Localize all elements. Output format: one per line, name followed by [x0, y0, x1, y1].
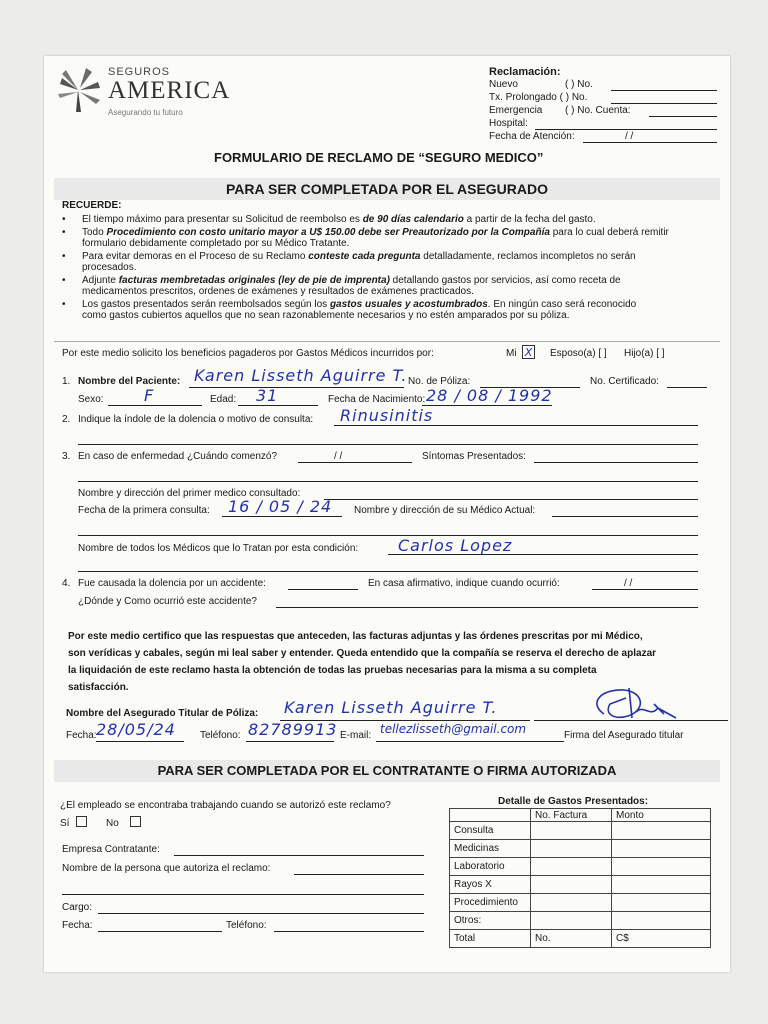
logo-line1: SEGUROS — [108, 66, 171, 78]
todos-medicos-value: Carlos Lopez — [398, 536, 513, 555]
fecha-atencion-field[interactable] — [583, 142, 717, 143]
todos-medicos-field-2[interactable] — [78, 571, 698, 572]
certifico-line-3: la liquidación de este reclamo hasta la obtención de todas las pruebas necesarias para la misma a su completa — [68, 665, 597, 676]
no-label: No — [106, 818, 119, 829]
nacimiento-value: 28 / 08 / 1992 — [426, 386, 553, 405]
medico-actual-label: Nombre y dirección de su Médico Actual: — [354, 505, 536, 516]
titular-label: Nombre del Asegurado Titular de Póliza: — [66, 708, 259, 719]
telefono-label: Teléfono: — [200, 730, 241, 741]
dolencia-value: Rinusinitis — [340, 406, 434, 425]
cuenta-field[interactable] — [649, 116, 717, 117]
recuerde-list — [62, 214, 722, 323]
fecha-value: 28/05/24 — [96, 720, 176, 739]
trabajando-question: ¿El empleado se encontraba trabajando cuando se autorizó este reclamo? — [60, 800, 391, 811]
empresa-field[interactable] — [174, 855, 424, 856]
recuerde-item-4: • Adjunte facturas membretadas originales (ley de pie de imprenta) detallando gastos por servicios, así como receta de medicamentos prescritos, ordenes de exámenes y resultados de exámenes practicados. — [62, 275, 621, 297]
monto-cell[interactable] — [612, 840, 711, 858]
tx-field[interactable] — [611, 103, 717, 104]
dolencia-label: Indique la índole de la dolencia o motivo de consulta: — [78, 414, 314, 425]
sexo-value: F — [144, 386, 155, 405]
monto-cell[interactable] — [612, 912, 711, 930]
q1-number: 1. — [62, 376, 71, 387]
medico-actual-field-2[interactable] — [78, 535, 698, 536]
hijo-checkbox[interactable]: Hijo(a) [ ] — [624, 348, 665, 359]
certifico-line-1: Por este medio certifico que las respuestas que anteceden, las facturas adjuntas y las órdenes prescritas por mi Médico, — [68, 631, 643, 642]
logo-tagline: Asegurando tu futuro — [108, 108, 183, 117]
edad-label: Edad: — [210, 394, 237, 405]
emergencia-label: Emergencia — [489, 105, 543, 116]
factura-cell[interactable] — [531, 858, 612, 876]
table-row: Otros: — [450, 912, 711, 930]
contratante-fecha-label: Fecha: — [62, 920, 93, 931]
firma-label: Firma del Asegurado titular — [564, 730, 684, 741]
table-row: Consulta — [450, 822, 711, 840]
poliza-label: No. de Póliza: — [408, 376, 471, 387]
recuerde-item-2: • Todo Procedimiento con costo unitario mayor a U$ 150.00 debe ser Preautorizado por la Compañía para lo cual deberá remitir formulario debidamente completado por su Médico Tratante. — [62, 227, 669, 249]
cargo-field[interactable] — [98, 913, 424, 914]
recuerde-item-1: • El tiempo máximo para presentar su Solicitud de reembolso es de 90 días calendario a partir de la fecha del gasto. — [62, 214, 596, 225]
reclamacion-title: Reclamación: — [489, 66, 561, 78]
col-monto-header: Monto — [612, 809, 711, 822]
edad-value: 31 — [256, 386, 279, 405]
reclamacion-block — [489, 66, 724, 146]
logo — [56, 64, 246, 124]
certifico-line-4: satisfacción. — [68, 682, 129, 693]
factura-cell[interactable] — [531, 822, 612, 840]
fecha-label: Fecha: — [66, 730, 97, 741]
afirmativo-field[interactable] — [592, 589, 698, 590]
col-factura-header: No. Factura — [531, 809, 612, 822]
logo-line2: AMERICA — [108, 77, 231, 104]
sexo-label: Sexo: — [78, 394, 104, 405]
recuerde-item-3: • Para evitar demoras en el Proceso de su Reclamo conteste cada pregunta detalladamente, reclamos incompletos no serán procesados. — [62, 251, 636, 273]
section1-title: PARA SER COMPLETADA POR EL ASEGURADO — [54, 178, 720, 200]
primer-medico-label: Nombre y dirección del primer medico consultado: — [78, 488, 301, 499]
medico-actual-field[interactable] — [552, 516, 698, 517]
email-label: E-mail: — [340, 730, 372, 741]
emergencia-mark: ( ) No. Cuenta: — [565, 105, 631, 116]
paciente-label: Nombre del Paciente: — [78, 376, 181, 387]
total-monto-cell[interactable]: C$ — [612, 930, 711, 948]
email-value: tellezlisseth@gmail.com — [380, 722, 527, 736]
mi-label: Mi — [506, 348, 517, 359]
nuevo-label: Nuevo — [489, 79, 518, 90]
mi-checkbox[interactable]: X — [522, 345, 535, 359]
autoriza-field-2[interactable] — [62, 894, 424, 895]
hospital-label: Hospital: — [489, 118, 528, 129]
donde-field[interactable] — [276, 607, 698, 608]
autoriza-label: Nombre de la persona que autoriza el reclamo: — [62, 863, 271, 874]
monto-cell[interactable] — [612, 876, 711, 894]
afirmativo-sep: / / — [624, 578, 633, 589]
table-row: Procedimiento — [450, 894, 711, 912]
primera-consulta-field[interactable] — [222, 516, 342, 517]
table-row: Medicinas — [450, 840, 711, 858]
nacimiento-field[interactable] — [422, 405, 552, 406]
factura-cell[interactable] — [531, 840, 612, 858]
fecha-field[interactable] — [96, 741, 184, 742]
telefono-value: 82789913 — [248, 720, 338, 739]
section2-title: PARA SER COMPLETADA POR EL CONTRATANTE O FIRMA AUTORIZADA — [54, 760, 720, 782]
detalle-title: Detalle de Gastos Presentados: — [498, 796, 649, 807]
edad-field[interactable] — [238, 405, 318, 406]
sintomas-field[interactable] — [534, 462, 698, 463]
paciente-value: Karen Lisseth Aguirre T. — [194, 366, 408, 385]
form-title: FORMULARIO DE RECLAMO DE “SEGURO MEDICO” — [214, 150, 544, 165]
accidente-field[interactable] — [288, 589, 358, 590]
q3-number: 3. — [62, 451, 71, 462]
factura-cell[interactable] — [531, 894, 612, 912]
palm-logo-icon — [56, 66, 102, 114]
certificado-label: No. Certificado: — [590, 376, 659, 387]
cargo-label: Cargo: — [62, 902, 93, 913]
si-label: Sí — [60, 818, 70, 829]
solicito-text: Por este medio solicito los beneficios pagaderos por Gastos Médicos incurridos por: — [62, 348, 434, 359]
claim-form-page — [44, 56, 730, 972]
empresa-label: Empresa Contratante: — [62, 844, 160, 855]
factura-cell[interactable] — [531, 912, 612, 930]
fecha-atencion-label: Fecha de Atención: — [489, 131, 575, 142]
sintomas-label: Síntomas Presentados: — [422, 451, 526, 462]
contratante-telefono-field[interactable] — [274, 931, 424, 932]
dolencia-field[interactable] — [334, 425, 698, 426]
comenzo-field[interactable] — [298, 462, 412, 463]
q2-number: 2. — [62, 414, 71, 425]
titular-value: Karen Lisseth Aguirre T. — [284, 698, 498, 717]
divider — [54, 341, 720, 342]
factura-cell[interactable] — [531, 876, 612, 894]
monto-cell[interactable] — [612, 858, 711, 876]
nuevo-mark: ( ) No. — [565, 79, 593, 90]
certificado-field[interactable] — [667, 387, 707, 388]
comenzo-label: En caso de enfermedad ¿Cuándo comenzó? — [78, 451, 278, 462]
total-factura-cell[interactable]: No. — [531, 930, 612, 948]
monto-cell[interactable] — [612, 894, 711, 912]
nacimiento-label: Fecha de Nacimiento: — [328, 394, 426, 405]
autoriza-field[interactable] — [294, 874, 424, 875]
primer-medico-field[interactable] — [324, 499, 698, 500]
sexo-field[interactable] — [108, 405, 202, 406]
email-field[interactable] — [376, 741, 564, 742]
total-row: Total No. C$ — [450, 930, 711, 948]
paciente-field[interactable] — [189, 387, 404, 388]
esposo-checkbox[interactable]: Esposo(a) [ ] — [550, 348, 607, 359]
monto-cell[interactable] — [612, 822, 711, 840]
fecha-atencion-sep: / / — [625, 131, 634, 142]
contratante-telefono-label: Teléfono: — [226, 920, 267, 931]
recuerde-item-5: • Los gastos presentados serán reembolsados según los gastos usuales y acostumbrados. En ningún caso será reconocido como gastos cubiertos aquellos que no sean razonablemente necesarios y no estén amparados por su póliza. — [62, 299, 637, 321]
nuevo-field[interactable] — [611, 90, 717, 91]
signature-icon — [584, 684, 704, 724]
sintomas-field-2[interactable] — [78, 481, 698, 482]
primera-consulta-label: Fecha de la primera consulta: — [78, 505, 210, 516]
comenzo-sep: / / — [334, 451, 343, 462]
afirmativo-label: En casa afirmativo, indique cuando ocurrió: — [368, 578, 560, 589]
table-row: Rayos X — [450, 876, 711, 894]
contratante-fecha-field[interactable] — [98, 931, 222, 932]
donde-label: ¿Dónde y Como ocurrió este accidente? — [78, 596, 257, 607]
no-checkbox[interactable] — [130, 816, 141, 827]
table-row: Laboratorio — [450, 858, 711, 876]
table-header — [450, 809, 711, 822]
tx-label: Tx. Prolongado ( ) No. — [489, 92, 588, 103]
dolencia-field-2[interactable] — [78, 444, 698, 445]
q4-number: 4. — [62, 578, 71, 589]
accidente-label: Fue causada la dolencia por un accidente: — [78, 578, 266, 589]
si-checkbox[interactable] — [76, 816, 87, 827]
todos-medicos-label: Nombre de todos los Médicos que lo Tratan por esta condición: — [78, 543, 359, 554]
detalle-table — [449, 808, 711, 948]
telefono-field[interactable] — [246, 741, 334, 742]
recuerde-title: RECUERDE: — [62, 200, 122, 211]
hospital-field[interactable] — [535, 129, 717, 130]
primera-consulta-value: 16 / 05 / 24 — [228, 497, 333, 516]
certifico-line-2: son verídicas y cabales, según mi leal saber y entender. Queda entendido que la compañía se reserva el derecho de aplazar — [68, 648, 657, 659]
